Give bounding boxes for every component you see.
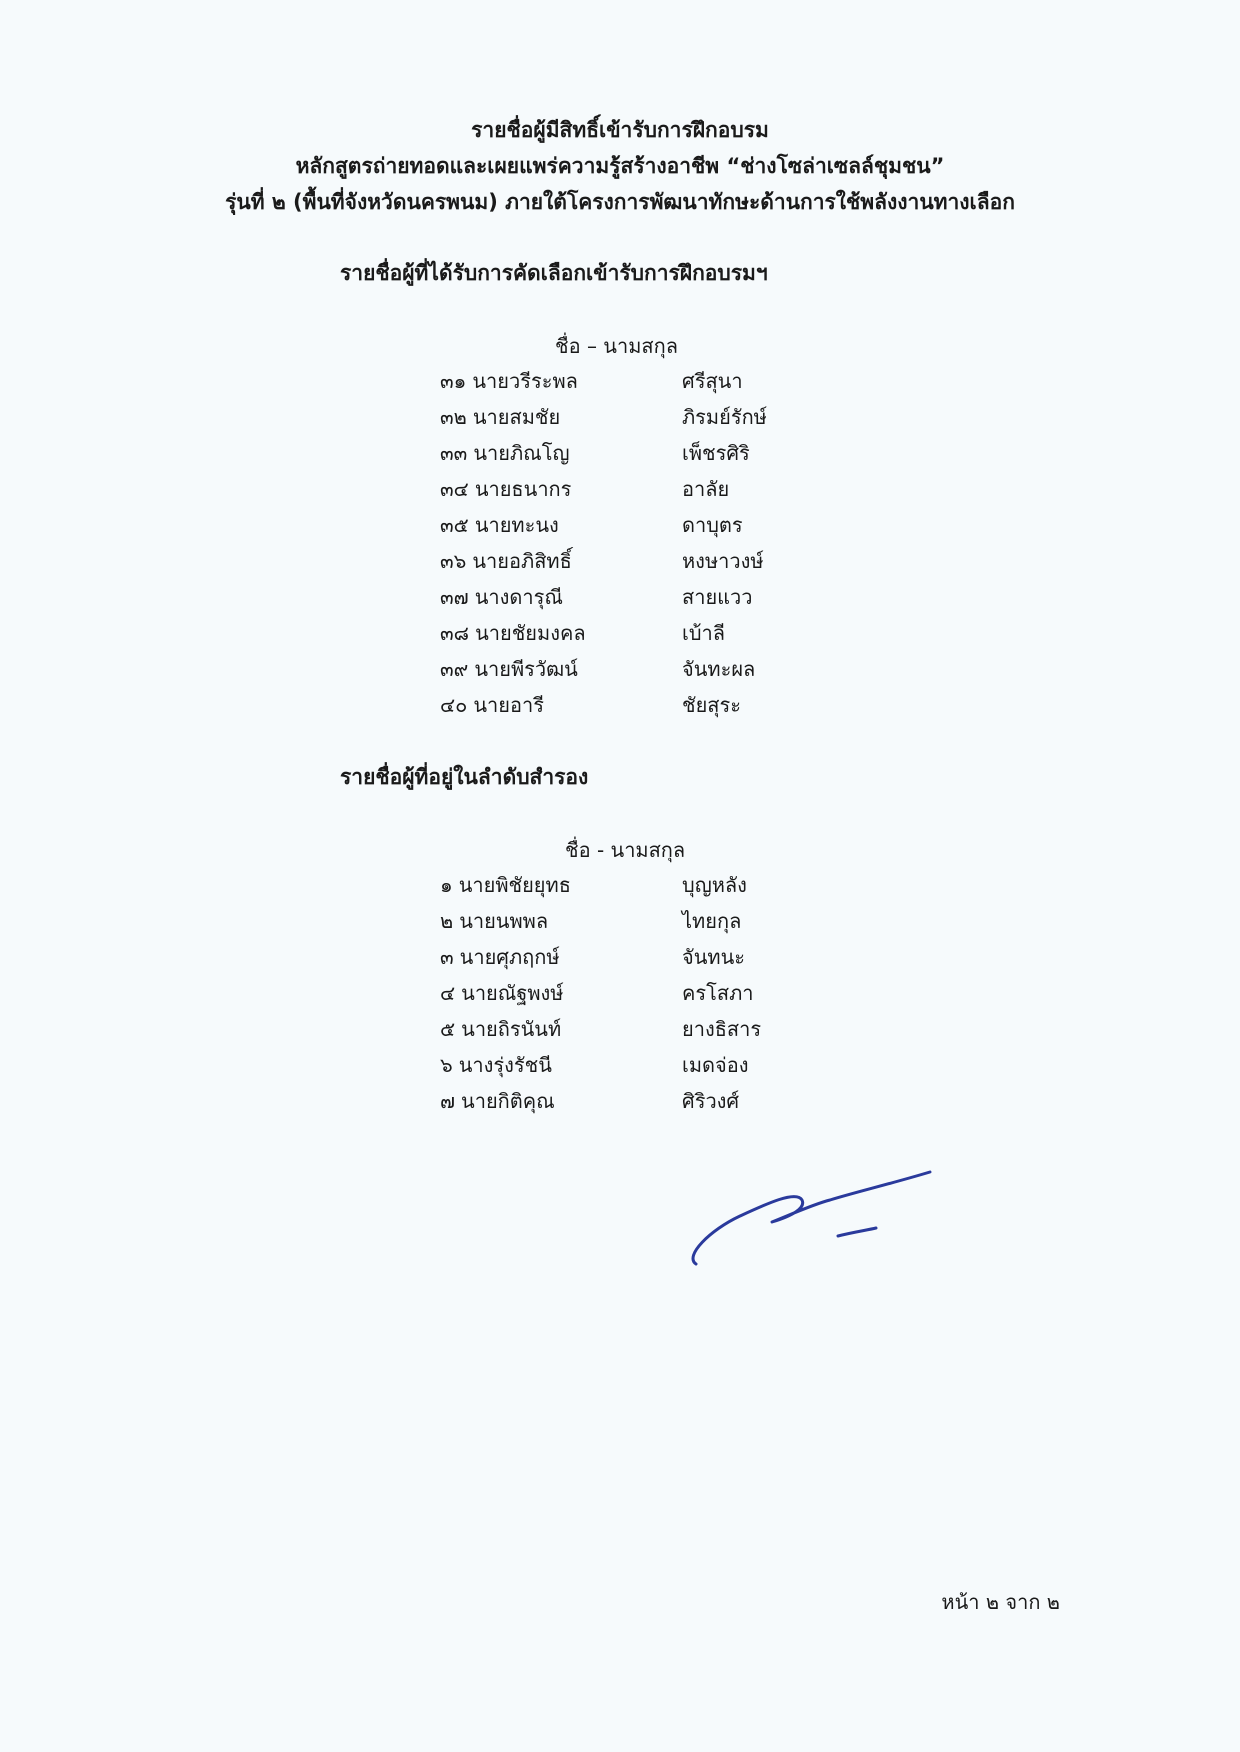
- first-name: นางดารุณี: [474, 585, 563, 609]
- first-name: นายภิณโญ: [473, 441, 570, 465]
- first-name: นายพิชัยยุทธ: [458, 873, 571, 897]
- last-name: ไทยกุล: [682, 909, 742, 933]
- row-number: ๓๗: [440, 585, 469, 609]
- row-number: ๓๔: [440, 477, 469, 501]
- selected-column-header: ชื่อ – นามสกุล: [555, 334, 678, 358]
- last-name: ภิรมย์รักษ์: [682, 405, 767, 429]
- title-line-3: รุ่นที่ ๒ (พื้นที่จังหวัดนครพนม) ภายใต้โครงการพัฒนาทักษะด้านการใช้พลังงานทางเลือก: [225, 190, 1015, 214]
- last-name: ศิริวงศ์: [682, 1089, 740, 1113]
- last-name: จันทนะ: [682, 945, 745, 969]
- row-number: ๓๓: [440, 441, 468, 465]
- last-name: ดาบุตร: [682, 513, 743, 537]
- reserve-heading: รายชื่อผู้ที่อยู่ในลำดับสำรอง: [340, 765, 589, 789]
- last-name: จันทะผล: [682, 657, 756, 681]
- row-number: ๓๙: [440, 657, 469, 681]
- page-number: หน้า ๒ จาก ๒: [941, 1590, 1060, 1614]
- signature-stroke-main: [693, 1172, 930, 1264]
- last-name: ยางธิสาร: [682, 1017, 762, 1041]
- list-item: [440, 978, 840, 1014]
- last-name: ศรีสุนา: [682, 369, 743, 393]
- first-name: นางรุ่งรัชนี: [458, 1053, 552, 1077]
- last-name: ชัยสุระ: [682, 693, 741, 717]
- row-number: ๖: [440, 1053, 453, 1077]
- row-number: ๓๖: [440, 549, 467, 573]
- first-name: นายทะนง: [474, 513, 559, 537]
- list-item: [440, 942, 840, 978]
- signature-icon: [680, 1160, 950, 1280]
- list-item: [440, 1086, 840, 1122]
- list-item: [440, 690, 840, 726]
- row-number: ๓: [440, 945, 454, 969]
- last-name: เพ็ชรศิริ: [682, 441, 750, 465]
- row-number: ๓๒: [440, 405, 467, 429]
- row-number: ๑: [440, 873, 453, 897]
- first-name: นายศุภฤกษ์: [459, 945, 560, 969]
- row-number: ๓๘: [440, 621, 470, 645]
- row-number: ๔: [440, 981, 456, 1005]
- list-item: [440, 438, 840, 474]
- last-name: หงษาวงษ์: [682, 549, 764, 573]
- last-name: เบ้าลี: [682, 621, 726, 645]
- list-item: [440, 654, 840, 690]
- first-name: นายสมชัย: [472, 405, 561, 429]
- first-name: นายวรีระพล: [472, 369, 578, 393]
- list-item: [440, 906, 840, 942]
- first-name: นายอารี: [473, 693, 544, 717]
- first-name: นายถิรนันท์: [461, 1017, 562, 1041]
- last-name: สายแวว: [682, 585, 753, 609]
- list-item: [440, 402, 840, 438]
- last-name: บุญหลัง: [682, 873, 747, 897]
- last-name: เมดจ่อง: [682, 1053, 749, 1077]
- row-number: ๒: [440, 909, 454, 933]
- list-item: [440, 1014, 840, 1050]
- list-item: [440, 582, 840, 618]
- first-name: นายนพพล: [459, 909, 549, 933]
- first-name: นายพีรวัฒน์: [474, 657, 578, 681]
- list-item: [440, 1050, 840, 1086]
- row-number: ๕: [440, 1017, 456, 1041]
- first-name: นายธนากร: [474, 477, 572, 501]
- row-number: ๓๑: [440, 369, 467, 393]
- document-title: [0, 112, 1240, 220]
- last-name: ครโสภา: [682, 981, 754, 1005]
- list-item: [440, 474, 840, 510]
- selected-heading: รายชื่อผู้ที่ได้รับการคัดเลือกเข้ารับการฝึกอบรมฯ: [340, 261, 768, 285]
- last-name: อาลัย: [682, 477, 730, 501]
- list-item: [440, 546, 840, 582]
- row-number: ๓๕: [440, 513, 469, 537]
- first-name: นายอภิสิทธิ์: [472, 549, 572, 573]
- title-line-1: รายชื่อผู้มีสิทธิ์เข้ารับการฝึกอบรม: [471, 118, 769, 142]
- list-item: [440, 510, 840, 546]
- first-name: นายชัยมงคล: [475, 621, 586, 645]
- title-line-2: หลักสูตรถ่ายทอดและเผยแพร่ความรู้สร้างอาชีพ “ช่างโซล่าเซลล์ชุมชน”: [295, 154, 945, 178]
- first-name: นายณัฐพงษ์: [461, 981, 564, 1005]
- list-item: [440, 366, 840, 402]
- reserve-column-header: ชื่อ - นามสกุล: [565, 838, 686, 862]
- list-item: [440, 870, 840, 906]
- signature-stroke-dash: [838, 1228, 876, 1236]
- first-name: นายกิติคุณ: [461, 1089, 555, 1113]
- row-number: ๔๐: [440, 693, 468, 717]
- list-item: [440, 618, 840, 654]
- reserve-name-list: [440, 870, 840, 1122]
- selected-name-list: [440, 366, 840, 726]
- row-number: ๗: [440, 1089, 456, 1113]
